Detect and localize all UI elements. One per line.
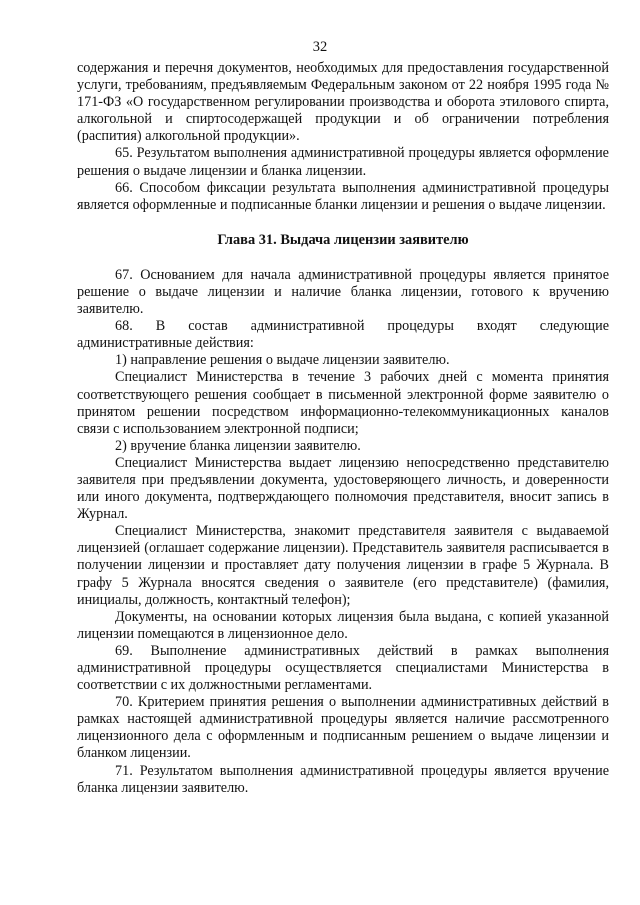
chapter-heading: Глава 31. Выдача лицензии заявителю [217,231,469,248]
paragraph-68-item-2-journal: Специалист Министерства, знакомит представителя заявителя с выдаваемой лицензией (оглашает содержание лицензии). Представитель заявителя расписывается в получении лицензии и проставляет дату получения лицензии в графе 5 Журнала. В графу 5 Журнала вносятся сведения о заявителе (его представителе) (фамилия, инициалы, должность, контактный телефон); [77,523,609,608]
paragraph-68-item-2: 2) вручение бланка лицензии заявителю. [115,437,361,454]
paragraph-continuation: содержания и перечня документов, необходимых для предоставления государственной услуги, требованиям, предъявляемым Федеральным законом от 22 ноября 1995 года № 171-ФЗ «О государственном регулировании производства и оборота этилового спирта, алкогольной и спиртосодержащей продукции и об ограничении потребления (распития) алкогольной продукции». [77,60,609,145]
paragraph-66: 66. Способом фиксации результата выполнения административной процедуры является оформленные и подписанные бланки лицензии и решения о выдаче лицензии. [77,179,609,213]
paragraph-67: 67. Основанием для начала административной процедуры является принятое решение о выдаче лицензии и наличие бланка лицензии, готового к вручению заявителю. [77,266,609,318]
paragraph-71: 71. Результатом выполнения административной процедуры является вручение бланка лицензии заявителю. [77,762,609,796]
paragraph-68-item-2-detail: Специалист Министерства выдает лицензию непосредственно представителю заявителя при предъявлении документа, удостоверяющего личность, и доверенности или иного документа, подтверждающего полномочия представителя, вносит запись в Журнал. [77,454,609,523]
document-body [77,60,609,797]
paragraph-68-item-1-detail: Специалист Министерства в течение 3 рабочих дней с момента принятия соответствующего решения сообщает в письменной электронной форме заявителю о принятом решении посредством информационно-телекоммуникационных каналов связи с использованием электронной подписи; [77,369,609,437]
paragraph-69: 69. Выполнение административных действий в рамках выполнения административной процедуры осуществляется специалистами Министерства в соответствии с их должностными регламентами. [77,642,609,694]
paragraph-68-item-1: 1) направление решения о выдаче лицензии заявителю. [115,352,450,369]
paragraph-68: 68. В состав административной процедуры входят следующие административные действия: [77,318,609,352]
paragraph-65: 65. Результатом выполнения административной процедуры является оформление решения о выдаче лицензии и бланка лицензии. [77,145,609,179]
paragraph-68-item-2-documents: Документы, на основании которых лицензия была выдана, с копией указанной лицензии помещаются в лицензионное дело. [77,608,609,642]
paragraph-70: 70. Критерием принятия решения о выполнении административных действий в рамках настоящей административной процедуры является наличие рассмотренного лицензионного дела с оформленным и подписанным решением о выдаче лицензии и бланком лицензии. [77,694,609,762]
page-number: 32 [312,39,328,55]
